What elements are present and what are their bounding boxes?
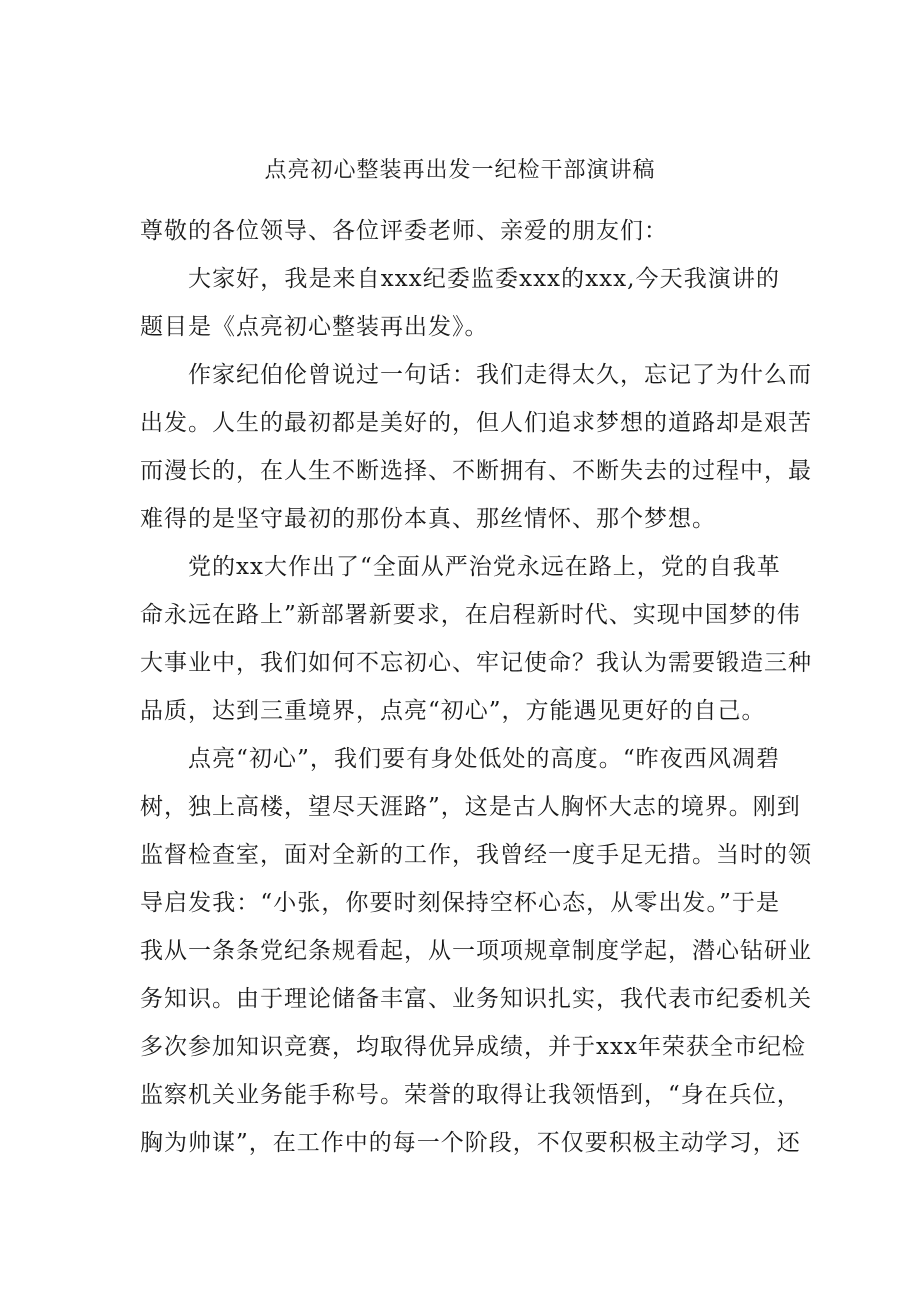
paragraph-line: 大事业中，我们如何不忘初心、牢记使命？我认为需要锻造三种 (140, 650, 812, 676)
paragraph-line: 作家纪伯伦曾说过一句话：我们走得太久，忘记了为什么而 (188, 362, 812, 388)
salutation: 尊敬的各位领导、各位评委老师、亲爱的朋友们： (140, 218, 668, 244)
paragraph-line: 而漫长的，在人生不断选择、不断拥有、不断失去的过程中，最 (140, 458, 812, 484)
paragraph-line: 树，独上高楼，望尽天涯路”，这是古人胸怀大志的境界。刚到 (140, 794, 801, 820)
paragraph-line: 命永远在路上”新部署新要求，在启程新时代、实现中国梦的伟 (140, 602, 801, 628)
paragraph-line: 题目是《点亮初心整装再出发》。 (140, 314, 489, 340)
document-title: 点亮初心整装再出发一纪检干部演讲稿 (264, 158, 656, 183)
paragraph-line: 难得的是坚守最初的那份本真、那丝情怀、那个梦想。 (140, 506, 716, 532)
paragraph-line: 我从一条条党纪条规看起，从一项项规章制度学起，潜心钻研业 (140, 938, 812, 964)
paragraph-line: 品质，达到三重境界，点亮“初心”，方能遇见更好的自己。 (140, 698, 766, 724)
paragraph-line: 导启发我：“小张，你要时刻保持空杯心态，从零出发。”于是 (140, 890, 780, 916)
paragraph-line: 监察机关业务能手称号。荣誉的取得让我领悟到，“身在兵位， (140, 1082, 801, 1108)
paragraph-line: 胸为帅谋”，在工作中的每一个阶段，不仅要积极主动学习，还 (140, 1130, 801, 1156)
paragraph-line: 务知识。由于理论储备丰富、业务知识扎实，我代表市纪委机关 (140, 986, 812, 1012)
paragraph-line: 点亮“初心”，我们要有身处低处的高度。“昨夜西风凋碧 (188, 746, 780, 772)
paragraph-line: 党的xx大作出了“全面从严治党永远在路上，党的自我革 (188, 554, 781, 580)
paragraph-line: 大家好，我是来自xxx纪委监委xxx的xxx,今天我演讲的 (188, 266, 780, 292)
paragraph-line: 多次参加知识竞赛，均取得优异成绩，并于xxx年荣获全市纪检 (140, 1034, 806, 1060)
paragraph-line: 出发。人生的最初都是美好的，但人们追求梦想的道路却是艰苦 (140, 410, 812, 436)
paragraph-line: 监督检查室，面对全新的工作，我曾经一度手足无措。当时的领 (140, 842, 812, 868)
